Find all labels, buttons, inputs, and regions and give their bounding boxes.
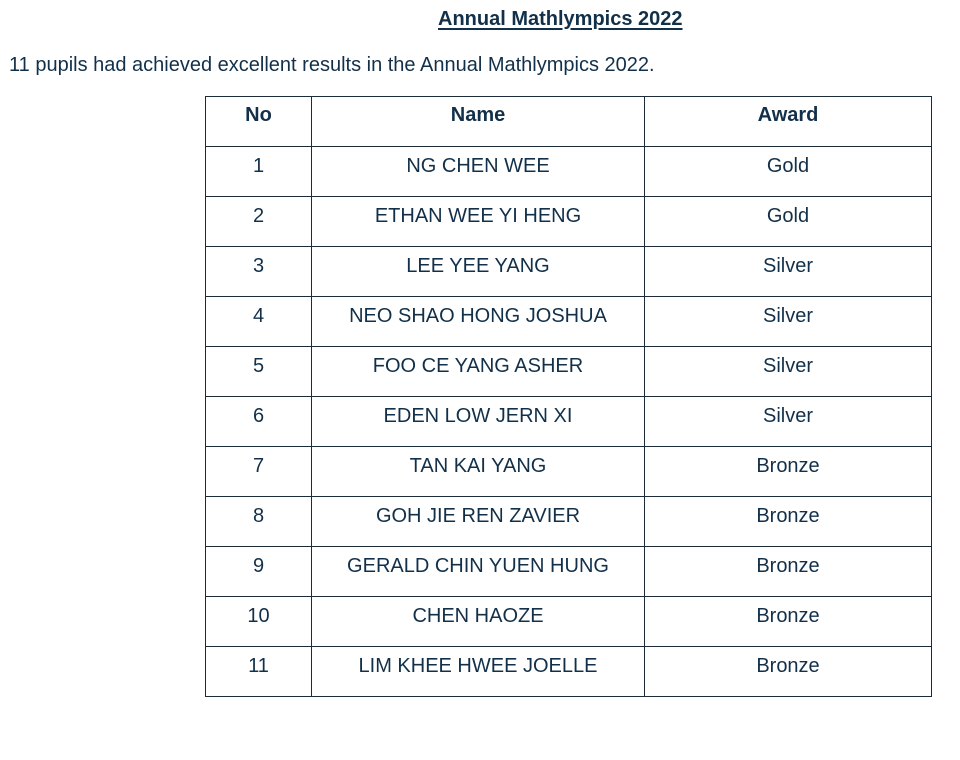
cell-award: Gold — [645, 197, 932, 247]
table-row — [206, 597, 932, 647]
cell-no: 6 — [206, 397, 312, 447]
table-row — [206, 497, 932, 547]
cell-name: ETHAN WEE YI HENG — [312, 197, 645, 247]
cell-no: 7 — [206, 447, 312, 497]
cell-award: Silver — [645, 397, 932, 447]
cell-award: Gold — [645, 147, 932, 197]
cell-no: 10 — [206, 597, 312, 647]
cell-name: FOO CE YANG ASHER — [312, 347, 645, 397]
cell-name: EDEN LOW JERN XI — [312, 397, 645, 447]
table-row — [206, 247, 932, 297]
page-title: Annual Mathlympics 2022 — [438, 8, 683, 30]
cell-name: TAN KAI YANG — [312, 447, 645, 497]
cell-name: LIM KHEE HWEE JOELLE — [312, 647, 645, 697]
cell-no: 9 — [206, 547, 312, 597]
cell-name: NG CHEN WEE — [312, 147, 645, 197]
table-row — [206, 647, 932, 697]
cell-no: 8 — [206, 497, 312, 547]
cell-name: LEE YEE YANG — [312, 247, 645, 297]
table-row — [206, 347, 932, 397]
header-award: Award — [645, 97, 932, 147]
table-row — [206, 547, 932, 597]
cell-no: 1 — [206, 147, 312, 197]
table-body — [206, 147, 932, 697]
cell-award: Silver — [645, 347, 932, 397]
cell-award: Bronze — [645, 497, 932, 547]
header-name: Name — [312, 97, 645, 147]
cell-name: NEO SHAO HONG JOSHUA — [312, 297, 645, 347]
cell-name: CHEN HAOZE — [312, 597, 645, 647]
cell-award: Silver — [645, 297, 932, 347]
cell-award: Bronze — [645, 547, 932, 597]
table-row — [206, 297, 932, 347]
table-row — [206, 147, 932, 197]
header-no: No — [206, 97, 312, 147]
results-table — [205, 96, 932, 697]
cell-no: 3 — [206, 247, 312, 297]
cell-award: Bronze — [645, 447, 932, 497]
cell-award: Bronze — [645, 597, 932, 647]
table-row — [206, 397, 932, 447]
cell-no: 5 — [206, 347, 312, 397]
table-row — [206, 197, 932, 247]
cell-no: 2 — [206, 197, 312, 247]
cell-award: Bronze — [645, 647, 932, 697]
cell-award: Silver — [645, 247, 932, 297]
header-row — [206, 97, 932, 147]
cell-name: GERALD CHIN YUEN HUNG — [312, 547, 645, 597]
cell-no: 11 — [206, 647, 312, 697]
table-row — [206, 447, 932, 497]
cell-name: GOH JIE REN ZAVIER — [312, 497, 645, 547]
intro-text: 11 pupils had achieved excellent results in the Annual Mathlympics 2022. — [9, 54, 655, 76]
cell-no: 4 — [206, 297, 312, 347]
